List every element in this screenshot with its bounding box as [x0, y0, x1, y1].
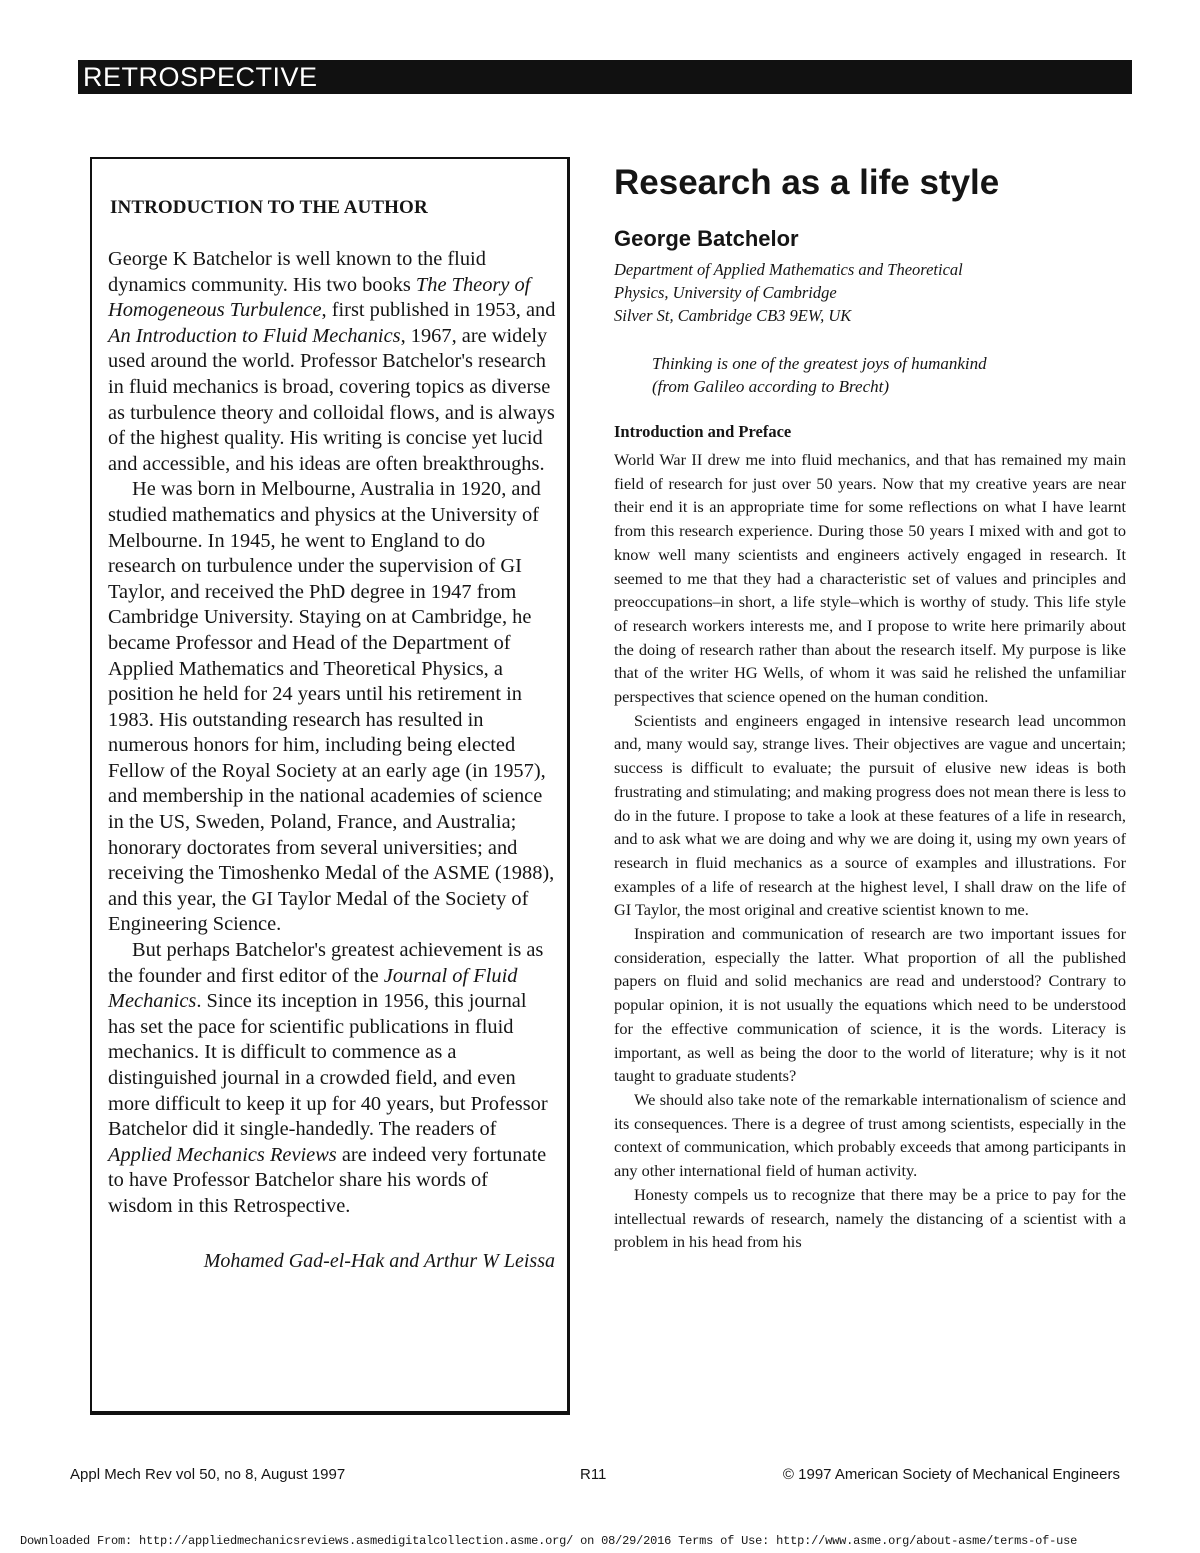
article-paragraph: We should also take note of the remarkable internationalism of science and its consequences. There is a degree of trust among scientists, especially in the context of communication, which probably exceeds that among participants in any other international field of human activity.	[614, 1089, 1126, 1181]
author-affiliation	[614, 258, 1126, 327]
epigraph-line: Thinking is one of the greatest joys of humankind	[652, 354, 987, 373]
italic-title: Applied Mechanics Reviews	[108, 1143, 337, 1166]
article-paragraph: Inspiration and communication of research are two important issues for consideration, especially the latter. What proportion of all the published papers on fluid and solid mechanics are read and understood? Contrary to popular opinion, it is not usually the equations which need to be understood for the effective communication of science, it is the words. Literacy is important, as well as being the door to the world of literature; why is it not taught to graduate students?	[614, 924, 1126, 1086]
italic-title: The Theory of Homogeneous Turbulence	[108, 273, 531, 322]
epigraph	[652, 352, 1126, 398]
download-notice: Downloaded From: http://appliedmechanicsreviews.asmedigitalcollection.asme.org/ on 08/29/2016 Terms of Use: http://www.asme.org/about-asme/terms-of-use	[20, 1534, 1078, 1548]
text-run: . Since its inception in 1956, this journal has set the pace for scientific publications in fluid mechanics. It is difficult to commence as a distinguished journal in a crowded field, and even more difficult to keep it up for 40 years, but Professor Batchelor did it single-handedly. The readers of	[108, 990, 548, 1141]
text-run: are indeed very fortunate to have Professor Batchelor share his words of wisdom in this Retrospective.	[108, 1143, 547, 1217]
article	[614, 160, 1126, 1254]
epigraph-line: (from Galileo according to Brecht)	[652, 377, 890, 396]
banner-label: RETROSPECTIVE	[83, 62, 318, 92]
sidebar-paragraph	[108, 938, 557, 1220]
section-heading: Introduction and Preface	[614, 422, 792, 441]
article-paragraph: Honesty compels us to recognize that there may be a price to pay for the intellectual rewards of research, namely the distancing of a scientist with a problem in his head from his	[614, 1184, 1126, 1252]
page-number: R11	[580, 1466, 607, 1483]
sidebar-signature: Mohamed Gad-el-Hak and Arthur W Leissa	[203, 1249, 555, 1272]
copyright-notice: © 1997 American Society of Mechanical Engineers	[782, 1466, 1120, 1483]
article-paragraph: Scientists and engineers engaged in intensive research lead uncommon and, many would say, strange lives. Their objectives are vague and uncertain; success is difficult to evaluate; the pursuit of elusive new ideas is both frustrating and stimulating; and making progress does not mean there is less to do in the future. I propose to take a look at these features of a life in research, and to ask what we are doing and why we are doing it, using my own years of research in fluid mechanics as a source of examples and illustrations. For examples of a life of research at the highest level, I shall draw on the life of GI Taylor, the most original and creative scientist known to me.	[614, 710, 1126, 920]
sidebar-paragraph	[108, 247, 557, 477]
text-run: , first published in 1953, and	[321, 299, 556, 322]
affiliation-line: Department of Applied Mathematics and Theoretical	[614, 260, 963, 279]
sidebar-heading: INTRODUCTION TO THE AUTHOR	[110, 197, 428, 218]
text-run: He was born in Melbourne, Australia in 1920, and studied mathematics and physics at the University of Melbourne. In 1945, he went to England to do research on turbulence under the supervision of GI Taylor, and received the PhD degree in 1947 from Cambridge University. Staying on at Cambridge, he became Professor and Head of the Department of Applied Mathematics and Theoretical Physics, a position he held for 24 years until his retirement in 1983. His outstanding research has resulted in numerous honors for him, including being elected Fellow of the Royal Society at an early age (in 1957), and membership in the national academies of science in the US, Sweden, Poland, France, and Australia; honorary doctorates from several universities; and receiving the Timoshenko Medal of the ASME (1988), and this year, the GI Taylor Medal of the Society of Engineering Science.	[108, 478, 555, 936]
retrospective-banner	[78, 60, 1132, 94]
affiliation-line: Physics, University of Cambridge	[614, 283, 837, 302]
text-run: But perhaps Batchelor's greatest achievement is as the founder and first editor of the	[108, 939, 544, 987]
affiliation-line: Silver St, Cambridge CB3 9EW, UK	[614, 306, 852, 325]
text-run: George K Batchelor is well known to the fluid dynamics community. His two books	[108, 248, 486, 296]
sidebar-paragraph	[108, 477, 557, 938]
author-introduction-box	[90, 157, 570, 1415]
author-name: George Batchelor	[614, 226, 799, 251]
italic-title: An Introduction to Fluid Mechanics	[108, 324, 401, 347]
text-run: , 1967, are widely used around the world. Professor Batchelor's research in fluid mechanics is broad, covering topics as diverse as turbulence theory and colloidal flows, and is always of the highest quality. His writing is concise yet lucid and accessible, and his ideas are often breakthroughs.	[108, 324, 555, 475]
journal-citation: Appl Mech Rev vol 50, no 8, August 1997	[70, 1466, 346, 1483]
italic-title: Journal of Fluid Mechanics	[108, 964, 518, 1013]
article-title: Research as a life style	[614, 163, 1000, 202]
article-paragraph: World War II drew me into fluid mechanics, and that has remained my main field of research for just over 50 years. Now that my creative years are near their end it is an appropriate time for some reflections on what I have learnt from this research experience. During those 50 years I mixed with and got to know well many scientists and engineers actively engaged in research. It seemed to me that they had a characteristic set of values and principles and preoccupations–in short, a life style–which is worthy of study. This life style of research workers interests me, and I propose to write here primarily about the doing of research rather than about the research itself. My purpose is like that of the writer HG Wells, of whom it was said he relished the unfamiliar perspectives that science opened on the human condition.	[614, 450, 1126, 707]
